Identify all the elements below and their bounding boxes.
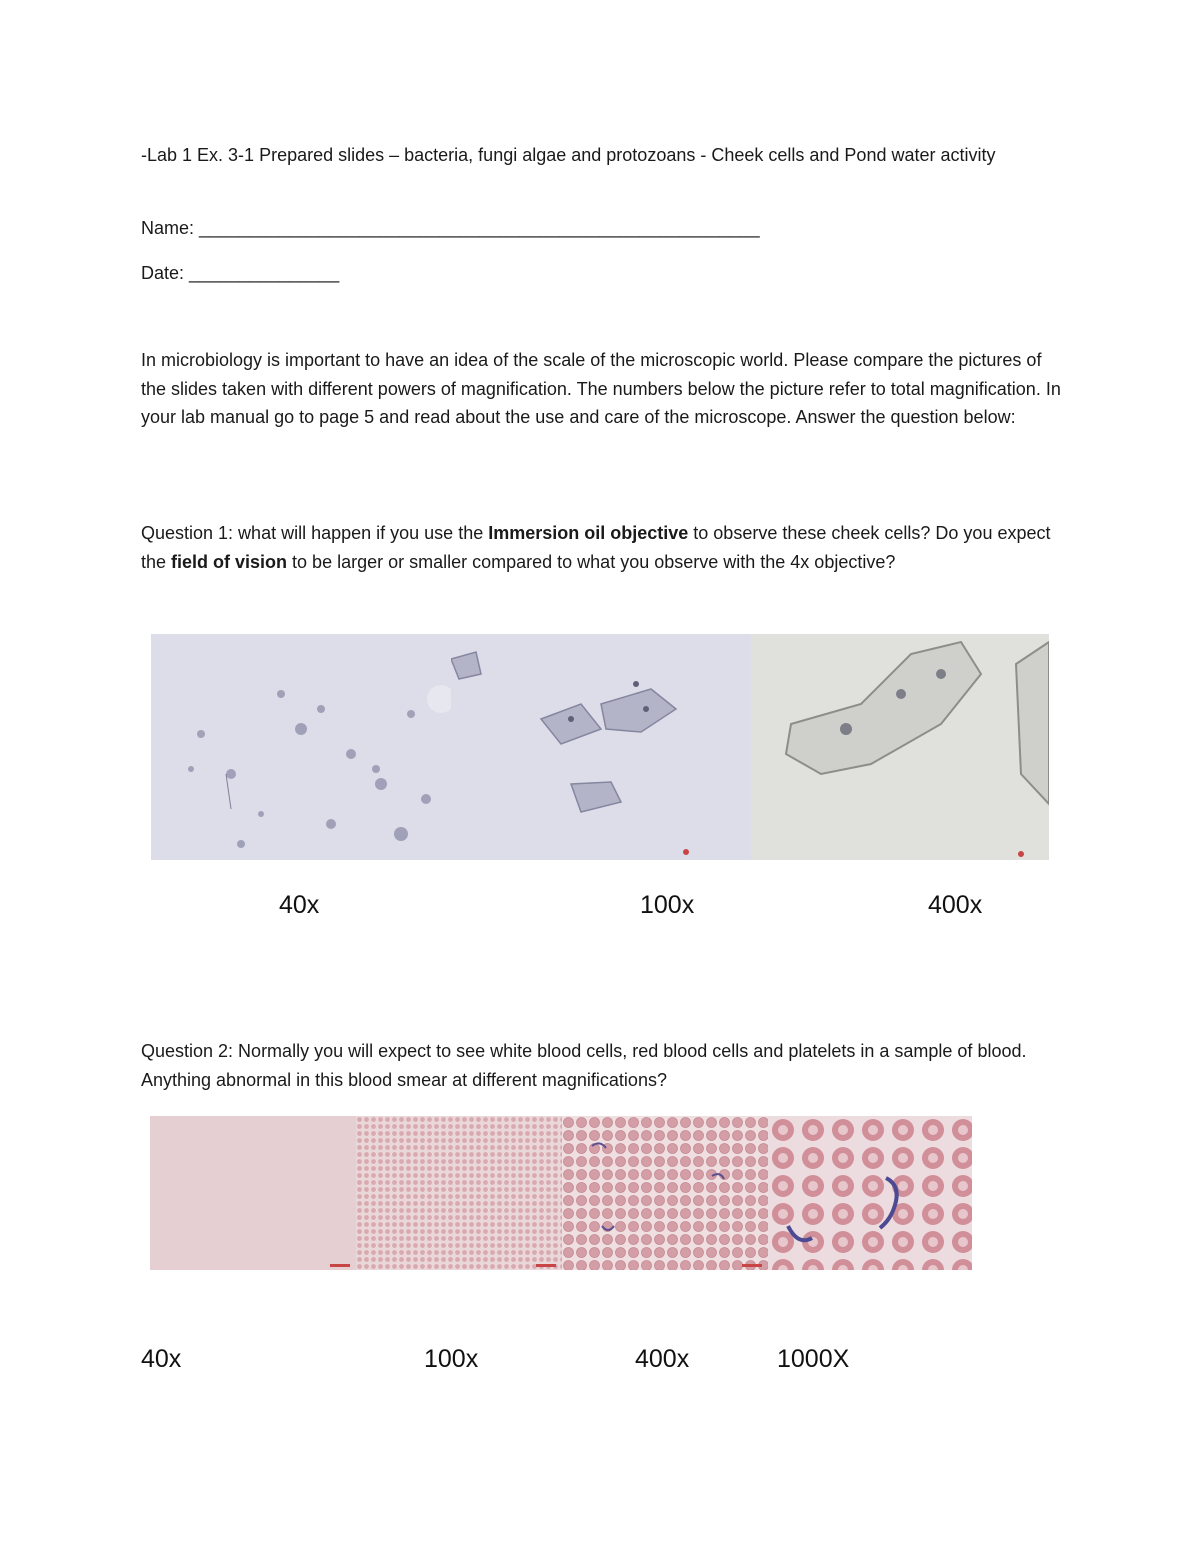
q2-mag-40x: 40x bbox=[141, 1345, 182, 1373]
cheek-cells-100x-image bbox=[451, 634, 751, 860]
q2-mag-1000x: 1000X bbox=[777, 1345, 850, 1373]
q1-mag-400x: 400x bbox=[928, 891, 983, 919]
blood-smear-400x-image bbox=[562, 1116, 768, 1270]
blood-smear-1000x-image bbox=[768, 1116, 972, 1270]
q1-text-part2: to observe these cheek cells? Do you expect the bbox=[141, 523, 1051, 572]
document-title: -Lab 1 Ex. 3-1 Prepared slides – bacteria, fungi algae and protozoans - Cheek cells and Pond water activity bbox=[141, 145, 996, 165]
date-label: Date: bbox=[141, 263, 185, 283]
q1-mag-40x: 40x bbox=[279, 891, 320, 919]
q1-text-part1: Question 1: what will happen if you use the bbox=[141, 523, 489, 543]
question-1 bbox=[141, 519, 1061, 576]
date-line bbox=[141, 259, 339, 288]
blood-smear-100x-image bbox=[356, 1116, 562, 1270]
q1-bold-immersion: Immersion oil objective bbox=[488, 523, 689, 543]
cheek-cells-400x-image bbox=[751, 634, 1049, 860]
q1-text-part3: to be larger or smaller compared to what you observe with the 4x objective? bbox=[287, 551, 896, 572]
intro-paragraph: In microbiology is important to have an idea of the scale of the microscopic world. Please compare the pictures of the slides taken with different powers of magnification. The numbers below the picture refer to total magnification. In your lab manual go to page 5 and read about the use and care of the microscope. Answer the question below: bbox=[141, 350, 1061, 427]
blood-smear-40x-image bbox=[150, 1116, 356, 1270]
question-2: Question 2: Normally you will expect to see white blood cells, red blood cells and platelets in a sample of blood. Anything abnormal in this blood smear at different magnifications? bbox=[141, 1041, 1027, 1090]
cheek-cells-40x-image bbox=[151, 634, 451, 860]
name-blank: ________________________________________________________ bbox=[199, 218, 760, 238]
name-line bbox=[141, 214, 760, 243]
q2-mag-400x: 400x bbox=[635, 1345, 690, 1373]
q1-mag-100x: 100x bbox=[640, 891, 695, 919]
q2-mag-100x: 100x bbox=[424, 1345, 479, 1373]
name-label: Name: bbox=[141, 218, 195, 238]
q1-bold-field: field of vision bbox=[171, 551, 288, 572]
date-blank: _______________ bbox=[189, 263, 340, 283]
